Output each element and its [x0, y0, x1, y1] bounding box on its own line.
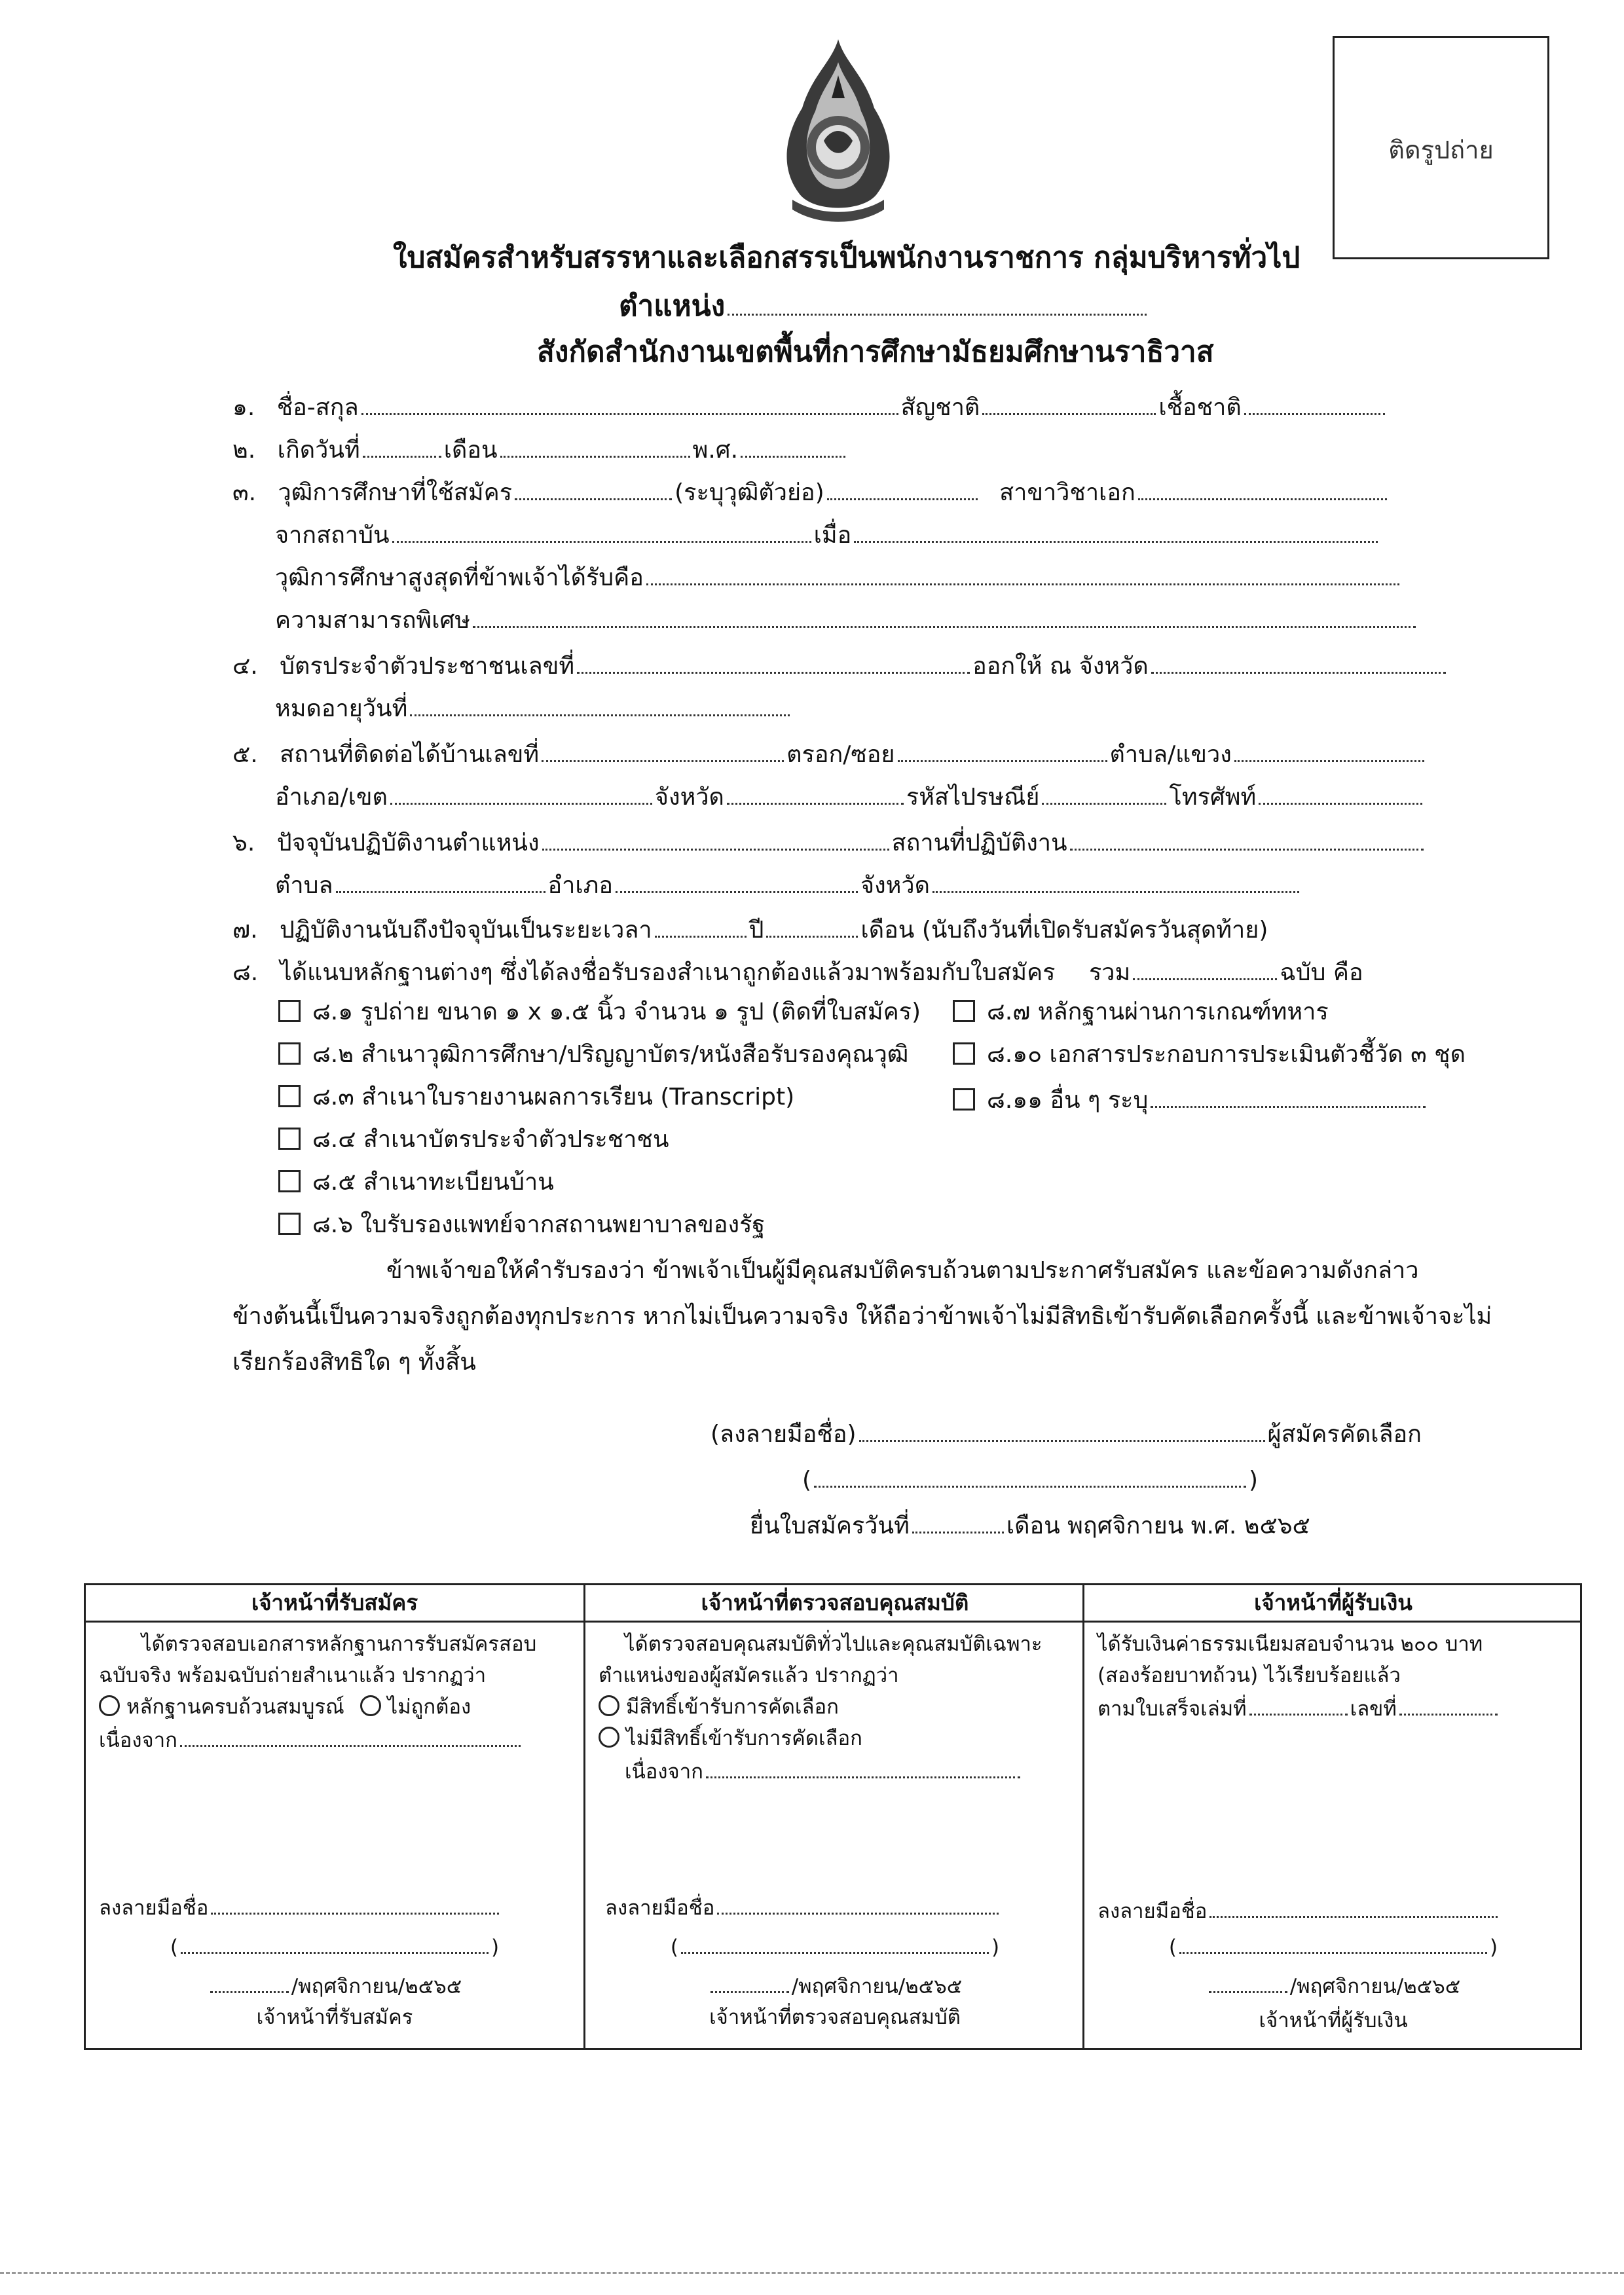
nationality-field[interactable]: [982, 390, 1156, 415]
item-4-expire: [275, 691, 792, 724]
id-card-label: บัตรประจำตัวประชาชนเลขที่: [280, 653, 575, 680]
work-province-label: จังหวัด: [860, 872, 931, 899]
years-label: ปี: [748, 917, 764, 944]
address-label: สถานที่ติดต่อได้บ้านเลขที่: [280, 741, 540, 768]
applicant-name-field[interactable]: [814, 1462, 1246, 1488]
applicant-signature-line: [710, 1416, 1422, 1450]
option-label: ๘.๑๑ อื่น ๆ ระบุ: [987, 1087, 1149, 1114]
option-8-4[interactable]: [278, 1125, 669, 1155]
option-incorrect: ไม่ถูกต้อง: [387, 1695, 471, 1719]
cashier-sign: [1098, 1896, 1500, 1924]
major-label: สาขาวิชาเอก: [999, 479, 1135, 506]
page-bottom-rule: [0, 2272, 1624, 2274]
sign-label: (ลงลายมือชื่อ): [710, 1421, 857, 1448]
item-8: [232, 955, 1363, 988]
verifier-line-1: ได้ตรวจสอบคุณสมบัติทั่วไปและคุณสมบัติเฉพาะ: [625, 1632, 1043, 1656]
date-label: /พฤศจิกายน/๒๕๖๕: [1289, 1975, 1461, 1998]
duration-label: ปฏิบัติงานนับถึงปัจจุบันเป็นระยะเวลา: [279, 917, 652, 944]
cashier-line-2: (สองร้อยบาทถ้วน) ไว้เรียบร้อยแล้ว: [1098, 1664, 1401, 1687]
receipt-book-label: ตามใบเสร็จเล่มที่: [1098, 1697, 1247, 1721]
radio-incorrect[interactable]: [360, 1695, 381, 1716]
receiver-role: เจ้าหน้าที่รับสมัคร: [256, 2006, 413, 2029]
nationality-label: สัญชาติ: [900, 394, 980, 421]
highest-degree-label: วุฒิการศึกษาสูงสุดที่ข้าพเจ้าได้รับคือ: [275, 564, 644, 591]
province-field[interactable]: [727, 779, 904, 805]
subdistrict-field[interactable]: [1234, 737, 1424, 762]
position-label: [619, 283, 1149, 329]
total-copies-field[interactable]: [1133, 955, 1277, 980]
item-number: ๑.: [232, 394, 255, 421]
verifier-sign: [605, 1893, 1001, 1921]
duration-years-field[interactable]: [655, 912, 747, 938]
affiliation: สังกัดสำนักงานเขตพื้นที่การศึกษามัธยมศึกษานราธิวาส: [537, 335, 1214, 369]
date-field[interactable]: [210, 1972, 289, 1993]
current-position-field[interactable]: [542, 825, 889, 851]
item-5-district: [275, 779, 1425, 813]
graduated-label: เมื่อ: [813, 522, 852, 549]
checkbox[interactable]: [953, 1000, 975, 1022]
degree-abbr-field[interactable]: [827, 475, 978, 500]
receiver-reason: [99, 1725, 523, 1753]
issued-province-field[interactable]: [1151, 648, 1446, 674]
alley-field[interactable]: [898, 737, 1107, 762]
option-label: ๘.๑ รูปถ่าย ขนาด ๑ x ๑.๕ นิ้ว จำนวน ๑ รูป (ติดที่ใบสมัคร): [312, 999, 921, 1025]
receipt-number-field[interactable]: [1399, 1694, 1498, 1716]
cashier-date: [1084, 1972, 1582, 2000]
item-4: [232, 648, 1449, 682]
item-2: [232, 432, 848, 466]
amphoe-label: อำเภอ: [547, 872, 614, 899]
photo-placeholder-box: [1333, 36, 1549, 259]
item-3: [232, 475, 1390, 508]
current-position-label: ปัจจุบันปฏิบัติงานตำแหน่ง: [276, 830, 540, 856]
item-number: ๗.: [232, 917, 258, 944]
ministry-emblem-logo: [773, 36, 904, 226]
receiver-name-line: ( ): [86, 1932, 583, 1960]
expire-field[interactable]: [410, 691, 790, 716]
option-8-3[interactable]: [278, 1082, 794, 1112]
name-label: ชื่อ-สกุล: [276, 394, 359, 421]
attachments-label: ได้แนบหลักฐานต่างๆ ซึ่งได้ลงชื่อรับรองสำเนาถูกต้องแล้วมาพร้อมกับใบสมัคร: [280, 959, 1056, 986]
declaration-line-1: ข้าพเจ้าขอให้คำรับรองว่า ข้าพเจ้าเป็นผู้มีคุณสมบัติครบถ้วนตามประกาศรับสมัคร และข้อความดังกล่าว: [386, 1257, 1419, 1284]
submit-date-line: [750, 1508, 1310, 1541]
special-ability-field[interactable]: [473, 602, 1416, 628]
id-card-field[interactable]: [577, 648, 970, 674]
verifier-line-2: ตำแหน่งของผู้สมัครแล้ว ปรากฏว่า: [599, 1664, 899, 1687]
column-header: เจ้าหน้าที่ผู้รับเงิน: [1084, 1585, 1582, 1623]
position-label-text: ตำแหน่ง: [619, 289, 726, 323]
item-number: ๖.: [232, 830, 255, 856]
reason-field[interactable]: [706, 1757, 1020, 1778]
name-field[interactable]: [681, 1932, 989, 1954]
verifier-column: [583, 1585, 1084, 2048]
because-label: เนื่องจาก: [99, 1729, 177, 1752]
receiver-date: [86, 1972, 583, 2000]
item-number: ๒.: [232, 437, 256, 464]
district-label: อำเภอ/เขต: [275, 784, 388, 811]
verifier-option-2: [599, 1725, 862, 1752]
institute-label: จากสถาบัน: [275, 522, 390, 549]
duration-months-field[interactable]: [766, 912, 858, 938]
submit-day-field[interactable]: [912, 1508, 1004, 1533]
position-field[interactable]: [728, 290, 1147, 316]
item-6: [232, 825, 1426, 858]
cashier-line-1: ได้รับเงินค่าธรรมเนียมสอบจำนวน ๒๐๐ บาท: [1098, 1632, 1483, 1656]
other-specify-field[interactable]: [1151, 1082, 1426, 1108]
workplace-label: สถานที่ปฏิบัติงาน: [891, 830, 1067, 856]
receiver-options: [99, 1694, 471, 1720]
option-label: ๘.๓ สำเนาใบรายงานผลการเรียน (Transcript): [312, 1084, 795, 1111]
work-province-field[interactable]: [932, 868, 1299, 893]
date-label: /พฤศจิกายน/๒๕๖๕: [791, 1975, 963, 1998]
checkbox[interactable]: [953, 1088, 975, 1111]
radio-eligible[interactable]: [599, 1695, 619, 1716]
degree-label: วุฒิการศึกษาที่ใช้สมัคร: [278, 479, 513, 506]
race-label: เชื้อชาติ: [1158, 394, 1242, 421]
checkbox[interactable]: [278, 1213, 301, 1235]
alley-label: ตรอก/ซอย: [786, 741, 895, 768]
province-label: จังหวัด: [654, 784, 724, 811]
photo-label: ติดรูปถ่าย: [1388, 136, 1494, 164]
radio-not-eligible[interactable]: [599, 1727, 619, 1748]
item-number: ๘.: [232, 959, 259, 986]
birth-year-label: พ.ศ.: [692, 437, 739, 464]
name-field[interactable]: [361, 390, 898, 415]
degree-field[interactable]: [515, 475, 672, 500]
verifier-name-line: ( ): [585, 1932, 1084, 1960]
checkbox[interactable]: [278, 1085, 301, 1107]
institute-field[interactable]: [392, 517, 811, 543]
option-8-5[interactable]: [278, 1167, 554, 1198]
checkbox[interactable]: [278, 1042, 301, 1065]
submit-day-label: ยื่นใบสมัครวันที่: [750, 1513, 910, 1539]
option-8-6[interactable]: [278, 1210, 765, 1240]
signature-field[interactable]: [1209, 1896, 1498, 1918]
item-1: [232, 390, 1388, 423]
checkbox[interactable]: [278, 1128, 301, 1150]
option-not-eligible: ไม่มีสิทธิ์เข้ารับการคัดเลือก: [626, 1727, 862, 1750]
applicant-name-line: ( ): [802, 1462, 1258, 1496]
option-complete: หลักฐานครบถ้วนสมบูรณ์: [126, 1695, 344, 1719]
column-header: เจ้าหน้าที่รับสมัคร: [86, 1585, 583, 1623]
checkbox[interactable]: [278, 1000, 301, 1022]
receiver-sign: [99, 1893, 502, 1921]
house-number-field[interactable]: [542, 737, 784, 762]
applicant-role: ผู้สมัครคัดเลือก: [1267, 1421, 1422, 1448]
signature-field[interactable]: [717, 1893, 999, 1915]
option-label: ๘.๖ ใบรับรองแพทย์จากสถานพยาบาลของรัฐ: [312, 1211, 766, 1238]
verifier-reason: [625, 1757, 1023, 1785]
item-5: [232, 737, 1427, 770]
birth-day-label: เกิดวันที่: [277, 437, 360, 464]
declaration-line-2: ข้างต้นนี้เป็นความจริงถูกต้องทุกประการ หากไม่เป็นความจริง ให้ถือว่าข้าพเจ้าไม่มีสิทธิเข้ารับคัดเลือกครั้งนี้ และข้าพเจ้าจะไม่: [232, 1303, 1492, 1330]
column-header: เจ้าหน้าที่ตรวจสอบคุณสมบัติ: [585, 1585, 1084, 1623]
option-8-7[interactable]: [953, 997, 1329, 1027]
option-label: ๘.๕ สำเนาทะเบียนบ้าน: [312, 1169, 554, 1196]
item-7: [232, 912, 1268, 946]
race-field[interactable]: [1244, 390, 1385, 415]
receiver-column: [86, 1585, 583, 2048]
phone-field[interactable]: [1259, 779, 1422, 805]
birth-day-field[interactable]: [363, 432, 441, 458]
checkbox[interactable]: [278, 1170, 301, 1192]
signature-field[interactable]: [211, 1893, 499, 1915]
birth-month-label: เดือน: [443, 437, 498, 464]
phone-label: โทรศัพท์: [1169, 784, 1257, 811]
cashier-receipt: [1098, 1694, 1500, 1722]
cashier-column: [1082, 1585, 1582, 2048]
degree-abbr-label: (ระบุวุฒิตัวย่อ): [674, 479, 824, 506]
receipt-book-field[interactable]: [1249, 1694, 1348, 1716]
item-number: ๔.: [232, 653, 258, 680]
receiver-line-2: ฉบับจริง พร้อมฉบับถ่ายสำเนาแล้ว ปรากฏว่า: [99, 1664, 487, 1687]
because-label: เนื่องจาก: [625, 1760, 703, 1784]
form-title: ใบสมัครสำหรับสรรหาและเลือกสรรเป็นพนักงานราชการ กลุ่มบริหารทั่วไป: [393, 241, 1301, 274]
tambon-label: ตำบล: [275, 872, 333, 899]
copies-label: ฉบับ คือ: [1280, 959, 1363, 986]
verifier-date: [585, 1972, 1084, 2000]
option-label: ๘.๑๐ เอกสารประกอบการประเมินตัวชี้วัด ๓ ชุด: [987, 1041, 1466, 1068]
date-field[interactable]: [1209, 1972, 1287, 1993]
highest-degree-field[interactable]: [646, 560, 1399, 585]
item-3-special: [275, 602, 1418, 636]
receiver-line-1: ได้ตรวจสอบเอกสารหลักฐานการรับสมัครสอบ: [141, 1632, 537, 1656]
item-3-highest: [275, 560, 1402, 593]
sign-label: ลงลายมือชื่อ: [605, 1896, 715, 1920]
date-label: /พฤศจิกายน/๒๕๖๕: [291, 1975, 462, 1998]
verifier-option-1: [599, 1694, 839, 1720]
subdistrict-label: ตำบล/แขวง: [1109, 741, 1232, 768]
special-ability-label: ความสามารถพิเศษ: [275, 607, 471, 634]
receipt-number-label: เลขที่: [1350, 1697, 1397, 1721]
option-eligible: มีสิทธิ์เข้ารับการคัดเลือก: [626, 1695, 839, 1719]
option-label: ๘.๔ สำเนาบัตรประจำตัวประชาชน: [312, 1126, 669, 1153]
graduated-field[interactable]: [854, 517, 1378, 543]
item-3-institute: [275, 517, 1380, 551]
option-8-11[interactable]: [953, 1082, 1428, 1116]
item-number: ๓.: [232, 479, 257, 506]
months-label: เดือน (นับถึงวันที่เปิดรับสมัครวันสุดท้าย): [860, 917, 1268, 944]
option-8-1[interactable]: [278, 997, 921, 1027]
amphoe-field[interactable]: [616, 868, 858, 893]
item-6-location: [275, 868, 1302, 901]
option-label: ๘.๗ หลักฐานผ่านการเกณฑ์ทหาร: [987, 999, 1329, 1025]
tambon-field[interactable]: [336, 868, 545, 893]
option-label: ๘.๒ สำเนาวุฒิการศึกษา/ปริญญาบัตร/หนังสือรับรองคุณวุฒิ: [312, 1041, 909, 1068]
birth-year-field[interactable]: [741, 432, 845, 458]
verifier-role: เจ้าหน้าที่ตรวจสอบคุณสมบัติ: [709, 2006, 961, 2029]
major-field[interactable]: [1138, 475, 1387, 500]
total-label: รวม: [1088, 959, 1131, 986]
birth-month-field[interactable]: [500, 432, 690, 458]
postcode-field[interactable]: [1042, 779, 1166, 805]
checkbox[interactable]: [953, 1042, 975, 1065]
cashier-name-line: ( ): [1084, 1932, 1582, 1960]
name-field[interactable]: [1179, 1932, 1487, 1954]
name-field[interactable]: [181, 1932, 489, 1954]
district-field[interactable]: [390, 779, 652, 805]
workplace-field[interactable]: [1070, 825, 1424, 851]
submit-month-label: เดือน พฤศจิกายน พ.ศ. ๒๕๖๕: [1006, 1513, 1310, 1539]
postcode-label: รหัสไปรษณีย์: [906, 784, 1040, 811]
sign-label: ลงลายมือชื่อ: [1098, 1900, 1208, 1923]
item-number: ๕.: [232, 741, 258, 768]
option-8-10[interactable]: [953, 1040, 1466, 1070]
issued-province-label: ออกให้ ณ จังหวัด: [972, 653, 1149, 680]
expire-label: หมดอายุวันที่: [275, 695, 408, 722]
sign-label: ลงลายมือชื่อ: [99, 1896, 209, 1920]
declaration-line-3: เรียกร้องสิทธิใด ๆ ทั้งสิ้น: [232, 1349, 476, 1376]
date-field[interactable]: [710, 1972, 789, 1993]
staff-table: [84, 1583, 1582, 2050]
reason-field[interactable]: [180, 1725, 521, 1747]
applicant-signature-field[interactable]: [859, 1416, 1265, 1442]
radio-complete[interactable]: [99, 1695, 120, 1716]
option-8-2[interactable]: [278, 1040, 908, 1070]
cashier-role: เจ้าหน้าที่ผู้รับเงิน: [1259, 2009, 1408, 2032]
